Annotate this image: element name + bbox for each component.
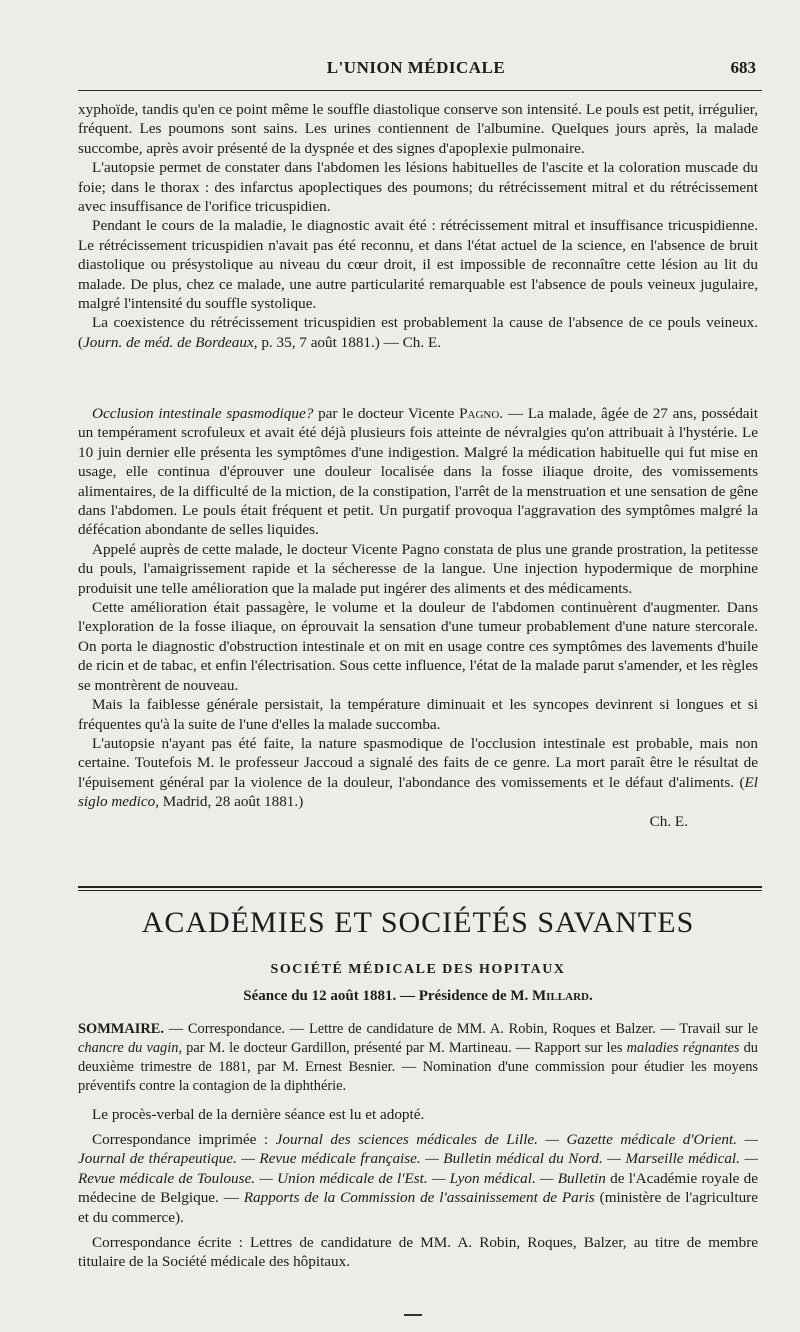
source-citation: Journ. de méd. de Bordeaux, xyxy=(83,333,258,351)
page-header xyxy=(70,58,762,88)
running-title: L'UNION MÉDICALE xyxy=(326,58,506,77)
paragraph: Mais la faiblesse générale persistait, la température diminuait et les syncopes devinrent si longues et si fréquentes qu'à la suite de l'une d'elles la malade succomba. xyxy=(78,696,758,733)
proceedings xyxy=(78,1105,758,1277)
paragraph-text: La coexistence du rétrécissement tricuspidien est probablement la cause de l'absence de ce pouls veineux. ( xyxy=(78,314,758,351)
summary-label: SOMMAIRE. xyxy=(78,1021,164,1037)
article-occlusion xyxy=(78,404,758,831)
paragraph xyxy=(78,1130,758,1228)
session-line xyxy=(78,988,758,1005)
journal-list: Journal des sciences médicales de Lille. — Gazette médicale d'Orient. — Journal de thérapeutique. — Revue médicale française. — Bulletin médical du Nord. — Marseille médical. — Revue médicale de Toulouse. — Union médicale de l'Est. — Lyon médical. — Bulletin xyxy=(78,1130,758,1187)
paragraph: Correspondance écrite : Lettres de candidature de MM. A. Robin, Roques, Balzer, au titre de membre titulaire de la Société médicale des hôpitaux. xyxy=(78,1233,758,1271)
paragraph-text: de l'Académie royale de médecine de Belgique. — xyxy=(78,1169,758,1207)
paragraph xyxy=(78,313,758,352)
article-tricuspid xyxy=(78,100,758,352)
page-number: 683 xyxy=(730,58,756,77)
paragraph-text: Correspondance imprimée : xyxy=(92,1130,276,1148)
summary-text: , par M. le docteur Gardillon, présenté par M. Martineau. — Rapport sur les xyxy=(178,1040,627,1056)
paragraph: Appelé auprès de cette malade, le docteur Vicente Pagno constata de plus une grande prostration, la petitesse du pouls, l'amaigrissement rapide et la sécheresse de la langue. Une injection hypodermique de morphine produisit une telle amélioration que la malade put ingérer des aliments et des médicaments. xyxy=(78,540,758,597)
paragraph: xyphoïde, tandis qu'en ce point même le souffle diastolique conserve son intensité. Le pouls est petit, irrégulier, fréquent. Les poumons sont sains. Les urines contiennent de l'albumine. Quelques jours après, la malade succombe, après avoir présenté de la dyspnée et des signes d'apoplexie pulmonaire. xyxy=(78,101,758,157)
paragraph-text: p. 35, 7 août 1881.) — Ch. E. xyxy=(257,333,442,351)
paragraph xyxy=(78,404,758,540)
summary-italic: maladies régnantes xyxy=(626,1040,740,1056)
paragraph-text: L'autopsie n'ayant pas été faite, la nature spasmodique de l'occlusion intestinale est probable, mais non certaine. Toutefois M. le professeur Jaccoud a signalé des faits de ce genre. La mort paraît être le résultat de l'épuisement général par la violence de la douleur, l'abondance des vomissements et le défaut d'aliments. ( xyxy=(78,734,758,791)
header-rule xyxy=(78,90,762,91)
session-text: Séance du 12 août 1881. — Présidence de M. xyxy=(243,988,533,1004)
paragraph xyxy=(78,734,758,812)
section-divider xyxy=(78,886,762,892)
paragraph: Cette amélioration était passagère, le volume et la douleur de l'abdomen continuèrent d'augmenter. Dans l'exploration de la fosse iliaque, on éprouvait la sensation d'une tumeur probablement d'une nature stercorale. On porta le diagnostic d'obstruction intestinale et on mit en usage contre ces symptômes des lavements d'huile de ricin et de tabac, et enfin l'électrisation. Sous cette influence, l'état de la malade parut s'amender, et les règles se montrèrent de nouveau. xyxy=(78,599,758,694)
paragraph: Pendant le cours de la maladie, le diagnostic avait été : rétrécissement mitral et insuffisance tricuspidienne. Le rétrécissement tricuspidien n'avait pas été reconnu, et dans l'état actuel de la science, en l'absence de bruit diastolique ou présystolique au niveau du cœur droit, il est impossible de reconnaître cette lésion au lit du malade. De plus, chez ce malade, une autre particularité remarquable est l'absence de pouls veineux jugulaire, malgré l'intensité du souffle systolique. xyxy=(78,217,758,313)
footer-dash xyxy=(404,1314,422,1316)
summary-text: — Correspondance. — Lettre de candidature de MM. A. Robin, Roques et Balzer. — Travail sur le xyxy=(163,1021,758,1037)
paragraph-text: par le docteur Vicente xyxy=(313,405,460,422)
section-heading: ACADÉMIES ET SOCIÉTÉS SAVANTES xyxy=(141,906,695,939)
session-text: . xyxy=(588,988,593,1004)
summary-italic: chancre du vagin xyxy=(78,1040,179,1056)
paragraph-text: . — La malade, âgée de 27 ans, possédait un tempérament scrofuleux et avait été déjà plusieurs fois atteinte de névralgies qu'on attribuait à l'hystérie. Le 10 juin dernier elle présenta les symptômes d'une indigestion. Malgré la médication habituelle qui fut mise en usage, elle continua d'éprouver une douleur localisée dans la fosse iliaque droite, des vomissements alimentaires, de la difficulté de la miction, de la constipation, l'arrêt de la menstruation et une sensation de gêne dans l'abdomen. Le pouls était fréquent et petit. Un purgatif provoqua l'aggravation des symptômes malgré la défécation abondante de selles liquides. xyxy=(78,405,758,539)
paragraph-text: Madrid, 28 août 1881.) xyxy=(159,793,304,811)
society-name: SOCIÉTÉ MÉDICALE DES HOPITAUX xyxy=(270,962,566,977)
president-name: Millard xyxy=(532,988,589,1004)
report-title: Rapports de la Commission de l'assainissement de Paris xyxy=(243,1189,595,1207)
article-title: Occlusion intestinale spasmodique? xyxy=(92,405,314,422)
paragraph: L'autopsie permet de constater dans l'abdomen les lésions habituelles de l'ascite et la coloration muscade du foie; dans le thorax : des infarctus apoplectiques des poumons; du rétrécissement mitral et du rétrécissement avec insuffisance de l'orifice tricuspidien. xyxy=(78,159,758,216)
source-citation: El siglo medico, xyxy=(78,773,758,811)
author-name: Pagno xyxy=(459,405,500,422)
signature: Ch. E. xyxy=(649,812,688,830)
paragraph: Le procès-verbal de la dernière séance est lu et adopté. xyxy=(92,1106,425,1123)
summary-text: du deuxième trimestre de 1881, par M. Ernest Besnier. — Nomination d'une commission pour étudier les moyens préventifs contre la contagion de la diphthérie. xyxy=(78,1040,758,1094)
summary-block xyxy=(78,1020,758,1096)
paragraph-text: (ministère de l'agriculture et du commerce). xyxy=(78,1189,758,1226)
